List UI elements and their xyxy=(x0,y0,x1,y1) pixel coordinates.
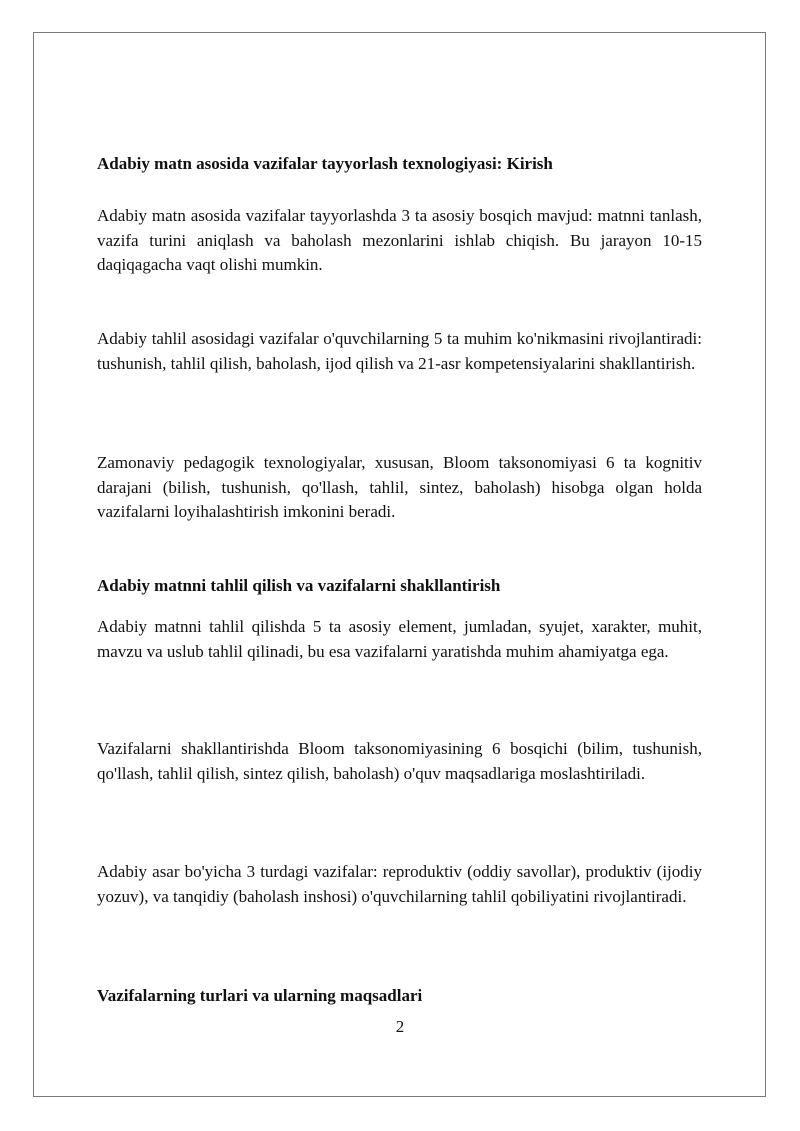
section-heading-task-types: Vazifalarning turlari va ularning maqsadlari xyxy=(97,986,423,1005)
paragraph-task-types: Adabiy asar bo'yicha 3 turdagi vazifalar: reproduktiv (oddiy savollar), produktiv (ijodiy yozuv), va tanqidiy (baholash inshosi) o'quvchilarning tahlil qobiliyatini rivojlantiradi. xyxy=(97,862,702,906)
page-frame xyxy=(33,32,766,1097)
section-heading-analysis: Adabiy matnni tahlil qilish va vazifalarni shakllantirish xyxy=(97,576,501,595)
paragraph-stages: Adabiy matn asosida vazifalar tayyorlashda 3 ta asosiy bosqich mavjud: matnni tanlash, vazifa turini aniqlash va baholash mezonlarini ishlab chiqish. Bu jarayon 10-15 daqiqagacha vaqt olishi mumkin. xyxy=(97,206,702,274)
paragraph-skills: Adabiy tahlil asosidagi vazifalar o'quvchilarning 5 ta muhim ko'nikmasini rivojlantiradi: tushunish, tahlil qilish, baholash, ijod qilish va 21-asr kompetensiyalarini shakllantirish. xyxy=(97,329,702,373)
page-number: 2 xyxy=(395,1017,405,1036)
section-heading-intro: Adabiy matn asosida vazifalar tayyorlash texnologiyasi: Kirish xyxy=(97,154,553,173)
paragraph-text-elements: Adabiy matnni tahlil qilishda 5 ta asosiy element, jumladan, syujet, xarakter, muhit, mavzu va uslub tahlil qilinadi, bu esa vazifalarni yaratishda muhim ahamiyatga ega. xyxy=(97,617,702,661)
paragraph-bloom-stages: Vazifalarni shakllantirishda Bloom taksonomiyasining 6 bosqichi (bilim, tushunish, qo'llash, tahlil qilish, sintez qilish, baholash) o'quv maqsadlariga moslashtiriladi. xyxy=(97,739,702,783)
paragraph-bloom-technologies: Zamonaviy pedagogik texnologiyalar, xususan, Bloom taksonomiyasi 6 ta kognitiv darajani (bilish, tushunish, qo'llash, tahlil, sintez, baholash) hisobga olgan holda vazifalarni loyihalashtirish imkonini beradi. xyxy=(97,453,702,521)
